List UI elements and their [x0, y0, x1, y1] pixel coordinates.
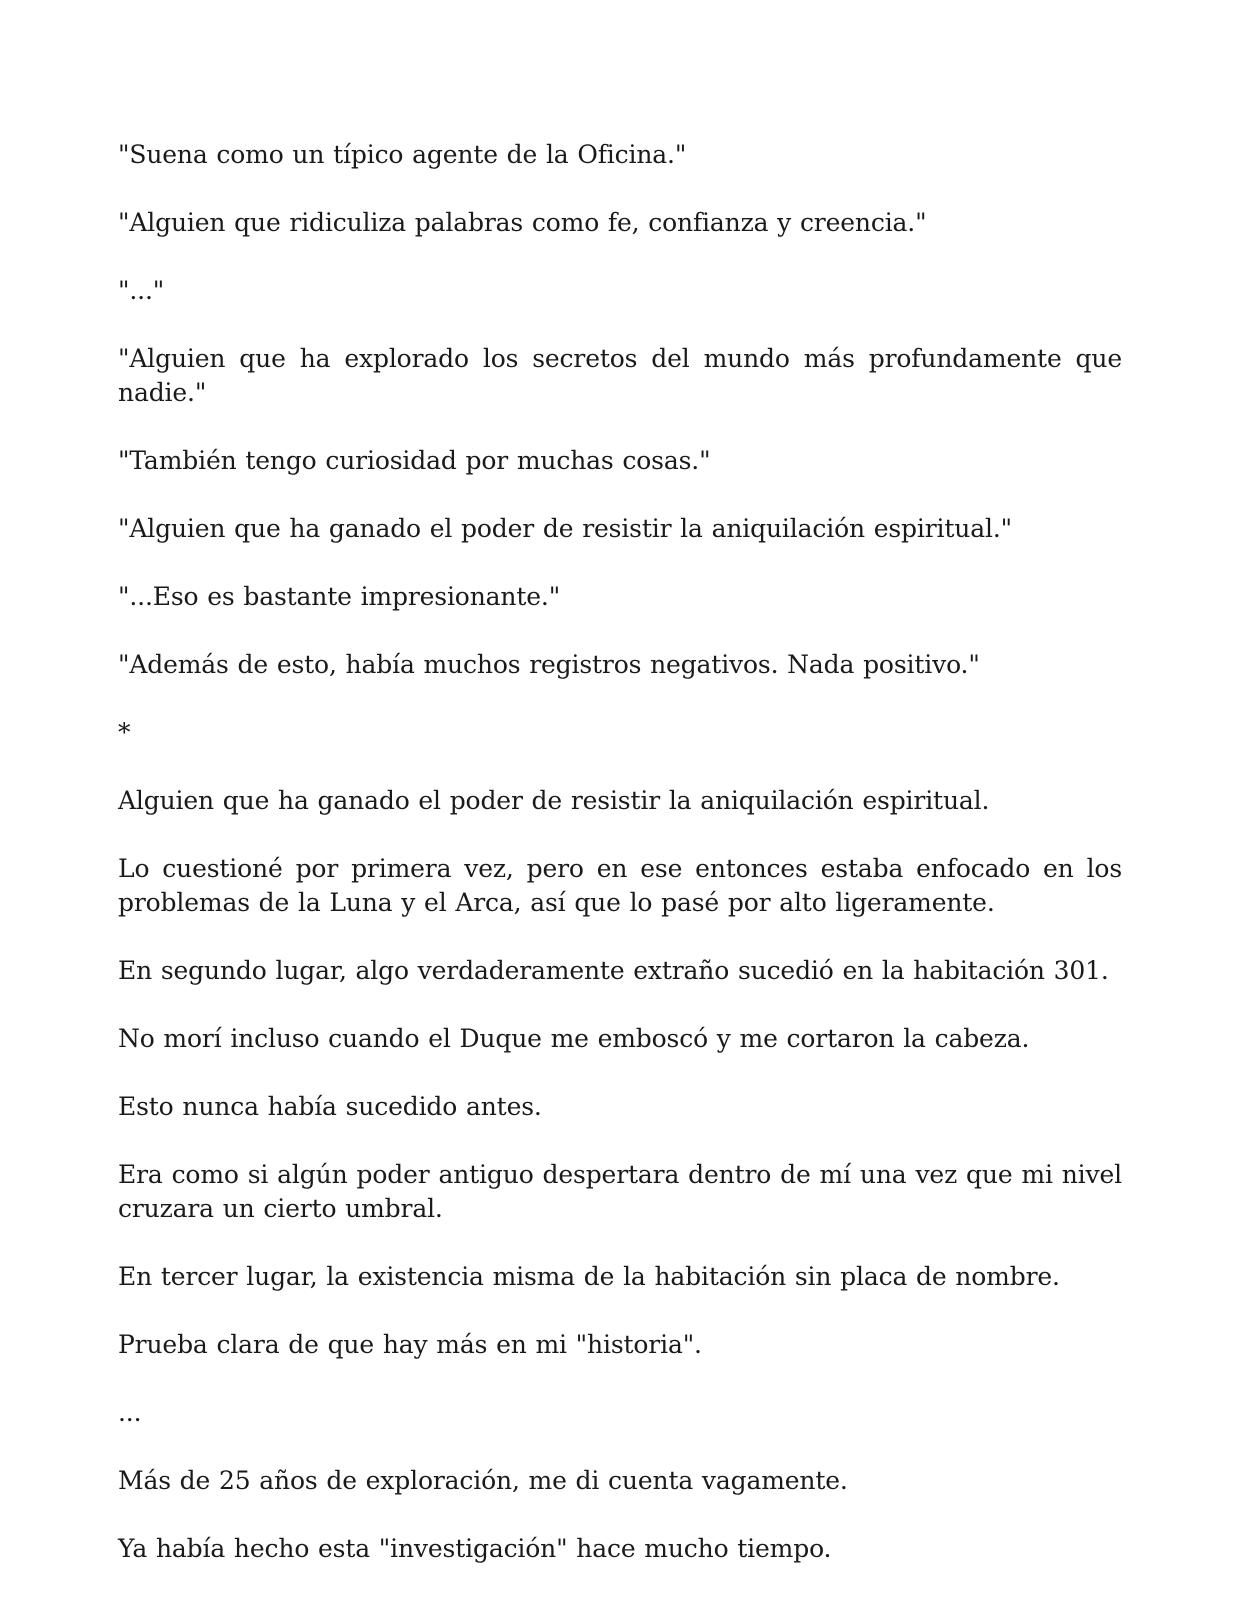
paragraph: En segundo lugar, algo verdaderamente extraño sucedió en la habitación 301.	[118, 956, 1109, 985]
paragraph: "...Eso es bastante impresionante."	[118, 582, 561, 611]
paragraph: "Alguien que ha explorado los secretos del mundo más profundamente que nadie."	[118, 344, 1122, 407]
paragraph: "También tengo curiosidad por muchas cosas."	[118, 446, 711, 475]
paragraph: "Alguien que ridiculiza palabras como fe, confianza y creencia."	[118, 208, 927, 237]
paragraph: Alguien que ha ganado el poder de resistir la aniquilación espiritual.	[118, 786, 990, 815]
paragraph: "Además de esto, había muchos registros negativos. Nada positivo."	[118, 650, 980, 679]
paragraph: Ya había hecho esta "investigación" hace mucho tiempo.	[118, 1534, 832, 1563]
document-page	[118, 138, 1122, 1600]
paragraph: Era como si algún poder antiguo despertara dentro de mí una vez que mi nivel cruzara un cierto umbral.	[118, 1160, 1122, 1223]
paragraph: Prueba clara de que hay más en mi "historia".	[118, 1330, 702, 1359]
paragraph: "Alguien que ha ganado el poder de resistir la aniquilación espiritual."	[118, 514, 1012, 543]
paragraph: En tercer lugar, la existencia misma de la habitación sin placa de nombre.	[118, 1262, 1060, 1291]
ellipsis-separator: ...	[118, 1398, 142, 1427]
scene-separator: *	[118, 718, 131, 747]
paragraph: Esto nunca había sucedido antes.	[118, 1092, 542, 1121]
paragraph: No morí incluso cuando el Duque me emboscó y me cortaron la cabeza.	[118, 1024, 1030, 1053]
paragraph: Más de 25 años de exploración, me di cuenta vagamente.	[118, 1466, 848, 1495]
paragraph: "Suena como un típico agente de la Oficina."	[118, 140, 687, 169]
paragraph: Lo cuestioné por primera vez, pero en ese entonces estaba enfocado en los problemas de la Luna y el Arca, así que lo pasé por alto ligeramente.	[118, 854, 1122, 917]
paragraph: "..."	[118, 276, 165, 305]
